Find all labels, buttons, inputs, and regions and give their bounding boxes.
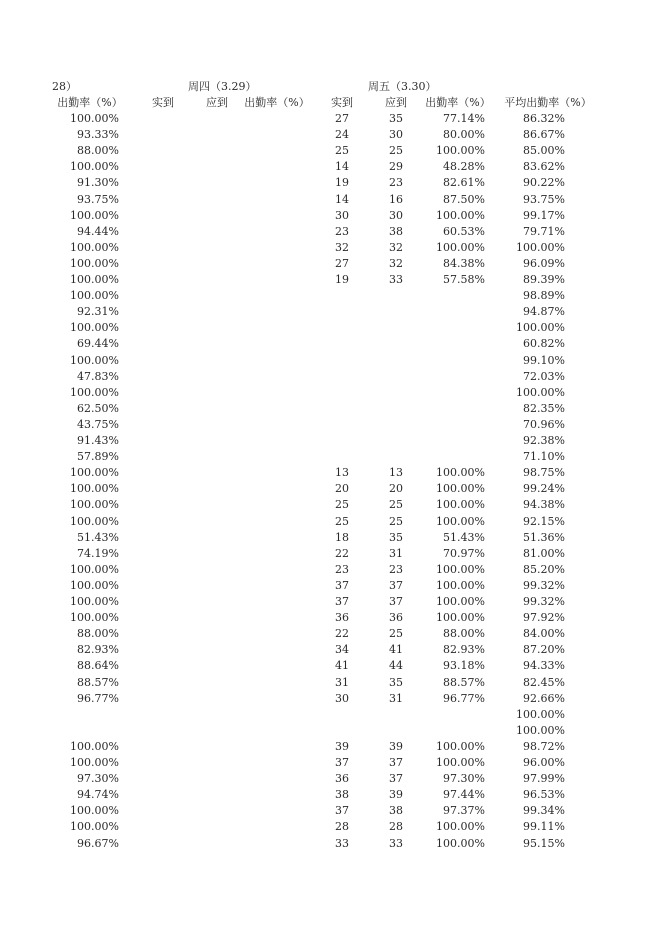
cell-present-fri: 19: [335, 176, 349, 190]
cell-avg-rate: 79.71%: [523, 224, 565, 238]
cell-expected-fri: 13: [389, 466, 403, 480]
prev-group-header: 28）: [52, 80, 77, 93]
cell-avg-rate: 100.00%: [516, 723, 565, 737]
cell-rate-wed: 100.00%: [70, 240, 119, 254]
cell-present-fri: 37: [335, 756, 349, 769]
cell-rate-wed: 96.77%: [77, 691, 119, 705]
cell-present-fri: 23: [335, 562, 349, 576]
cell-rate-wed: 96.67%: [77, 836, 119, 850]
cell-present-fri: 23: [335, 224, 349, 238]
cell-rate-fri: 100.00%: [436, 482, 485, 496]
cell-avg-rate: 72.03%: [523, 369, 565, 383]
cell-avg-rate: 60.82%: [523, 337, 565, 351]
cell-present-fri: 13: [335, 466, 349, 480]
cell-rate-wed: 88.57%: [77, 675, 119, 689]
cell-avg-rate: 99.11%: [523, 820, 565, 834]
cell-rate-fri: 57.58%: [443, 273, 485, 286]
cell-expected-fri: 37: [389, 772, 403, 786]
cell-rate-fri: 100.00%: [436, 240, 485, 254]
cell-rate-wed: 94.74%: [77, 788, 119, 802]
cell-rate-fri: 88.00%: [443, 627, 485, 641]
cell-rate-fri: 100.00%: [436, 466, 485, 480]
col-header-present-thu: 实到: [152, 96, 174, 109]
cell-rate-wed: 100.00%: [70, 756, 119, 769]
cell-present-fri: 22: [335, 546, 349, 560]
cell-rate-fri: 60.53%: [443, 224, 485, 238]
cell-rate-fri: 82.93%: [443, 643, 485, 657]
cell-rate-wed: 100.00%: [70, 595, 119, 608]
cell-avg-rate: 86.67%: [523, 128, 565, 142]
cell-rate-fri: 48.28%: [443, 160, 485, 174]
cell-present-fri: 22: [335, 627, 349, 641]
cell-present-fri: 14: [335, 192, 349, 206]
cell-rate-wed: 88.00%: [77, 627, 119, 641]
cell-rate-fri: 82.61%: [443, 176, 485, 190]
cell-present-fri: 25: [335, 514, 349, 528]
cell-present-fri: 36: [335, 611, 349, 625]
cell-expected-fri: 32: [389, 240, 403, 254]
cell-present-fri: 27: [335, 112, 349, 125]
cell-present-fri: 34: [335, 643, 349, 657]
cell-present-fri: 28: [335, 820, 349, 834]
cell-rate-fri: 97.30%: [443, 772, 485, 786]
cell-present-fri: 31: [335, 675, 349, 689]
thursday-group-header: 周四（3.29）: [188, 80, 257, 93]
cell-expected-fri: 25: [389, 627, 403, 641]
cell-expected-fri: 30: [389, 208, 403, 222]
cell-rate-wed: 69.44%: [77, 337, 119, 351]
cell-avg-rate: 82.35%: [523, 401, 565, 415]
cell-expected-fri: 35: [389, 675, 403, 689]
cell-avg-rate: 100.00%: [516, 321, 565, 335]
cell-avg-rate: 93.75%: [523, 192, 565, 206]
cell-expected-fri: 44: [389, 659, 403, 673]
cell-expected-fri: 23: [389, 176, 403, 190]
cell-present-fri: 30: [335, 691, 349, 705]
cell-rate-fri: 70.97%: [443, 546, 485, 560]
cell-rate-wed: 51.43%: [77, 530, 119, 544]
cell-present-fri: 18: [335, 530, 349, 544]
cell-expected-fri: 25: [389, 514, 403, 528]
cell-avg-rate: 70.96%: [523, 417, 565, 431]
col-header-present-fri: 实到: [331, 96, 353, 109]
cell-rate-wed: 100.00%: [70, 256, 119, 270]
cell-avg-rate: 94.87%: [523, 305, 565, 319]
cell-present-fri: 19: [335, 273, 349, 286]
cell-expected-fri: 39: [389, 788, 403, 802]
cell-rate-wed: 43.75%: [77, 417, 119, 431]
cell-rate-wed: 100.00%: [70, 739, 119, 753]
cell-rate-fri: 100.00%: [436, 820, 485, 834]
cell-avg-rate: 99.34%: [523, 804, 565, 818]
cell-rate-wed: 100.00%: [70, 611, 119, 625]
cell-expected-fri: 31: [389, 691, 403, 705]
cell-avg-rate: 100.00%: [516, 707, 565, 721]
cell-avg-rate: 96.09%: [523, 256, 565, 270]
cell-avg-rate: 96.00%: [523, 756, 565, 769]
cell-rate-wed: 91.30%: [77, 176, 119, 190]
cell-present-fri: 37: [335, 804, 349, 818]
cell-rate-wed: 100.00%: [70, 578, 119, 592]
cell-avg-rate: 98.72%: [523, 739, 565, 753]
cell-present-fri: 32: [335, 240, 349, 254]
cell-rate-wed: 57.89%: [77, 450, 119, 464]
cell-rate-wed: 100.00%: [70, 514, 119, 528]
cell-expected-fri: 37: [389, 756, 403, 769]
cell-avg-rate: 99.32%: [523, 595, 565, 608]
cell-rate-wed: 74.19%: [77, 546, 119, 560]
cell-expected-fri: 38: [389, 804, 403, 818]
cell-avg-rate: 82.45%: [523, 675, 565, 689]
cell-avg-rate: 98.75%: [523, 466, 565, 480]
cell-rate-fri: 100.00%: [436, 611, 485, 625]
cell-rate-wed: 100.00%: [70, 289, 119, 303]
cell-present-fri: 25: [335, 144, 349, 158]
cell-rate-fri: 93.18%: [443, 659, 485, 673]
cell-rate-wed: 100.00%: [70, 385, 119, 399]
cell-rate-fri: 100.00%: [436, 498, 485, 512]
cell-rate-fri: 77.14%: [443, 112, 485, 125]
col-header-rate-thu: 出勤率（%）: [244, 96, 310, 109]
cell-rate-wed: 88.00%: [77, 144, 119, 158]
cell-rate-wed: 100.00%: [70, 466, 119, 480]
cell-present-fri: 41: [335, 659, 349, 673]
cell-avg-rate: 99.17%: [523, 208, 565, 222]
cell-avg-rate: 90.22%: [523, 176, 565, 190]
cell-expected-fri: 33: [389, 836, 403, 850]
cell-rate-fri: 100.00%: [436, 836, 485, 850]
cell-avg-rate: 100.00%: [516, 385, 565, 399]
cell-rate-fri: 51.43%: [443, 530, 485, 544]
cell-rate-wed: 92.31%: [77, 305, 119, 319]
cell-rate-wed: 100.00%: [70, 112, 119, 125]
cell-rate-fri: 100.00%: [436, 578, 485, 592]
cell-present-fri: 38: [335, 788, 349, 802]
cell-present-fri: 39: [335, 739, 349, 753]
cell-expected-fri: 37: [389, 595, 403, 608]
cell-rate-wed: 62.50%: [77, 401, 119, 415]
cell-rate-wed: 100.00%: [70, 820, 119, 834]
cell-rate-wed: 93.33%: [77, 128, 119, 142]
cell-rate-wed: 100.00%: [70, 482, 119, 496]
cell-expected-fri: 29: [389, 160, 403, 174]
cell-expected-fri: 36: [389, 611, 403, 625]
cell-present-fri: 27: [335, 256, 349, 270]
cell-rate-fri: 100.00%: [436, 756, 485, 769]
cell-avg-rate: 85.20%: [523, 562, 565, 576]
cell-avg-rate: 99.10%: [523, 353, 565, 367]
cell-rate-fri: 100.00%: [436, 739, 485, 753]
cell-present-fri: 24: [335, 128, 349, 142]
cell-present-fri: 30: [335, 208, 349, 222]
cell-rate-wed: 47.83%: [77, 369, 119, 383]
cell-expected-fri: 23: [389, 562, 403, 576]
cell-present-fri: 25: [335, 498, 349, 512]
cell-rate-fri: 84.38%: [443, 256, 485, 270]
cell-present-fri: 33: [335, 836, 349, 850]
cell-expected-fri: 38: [389, 224, 403, 238]
cell-rate-fri: 100.00%: [436, 144, 485, 158]
col-header-avg-rate: 平均出勤率（%）: [504, 96, 592, 109]
cell-present-fri: 14: [335, 160, 349, 174]
cell-rate-wed: 100.00%: [70, 804, 119, 818]
cell-rate-fri: 87.50%: [443, 192, 485, 206]
cell-rate-wed: 94.44%: [77, 224, 119, 238]
col-header-rate-fri: 出勤率（%）: [425, 96, 491, 109]
cell-rate-wed: 93.75%: [77, 192, 119, 206]
col-header-rate-wed: 出勤率（%）: [57, 96, 123, 109]
cell-avg-rate: 86.32%: [523, 112, 565, 125]
cell-expected-fri: 33: [389, 273, 403, 286]
cell-rate-fri: 97.37%: [443, 804, 485, 818]
cell-avg-rate: 96.53%: [523, 788, 565, 802]
cell-rate-wed: 100.00%: [70, 498, 119, 512]
cell-expected-fri: 37: [389, 578, 403, 592]
cell-avg-rate: 98.89%: [523, 289, 565, 303]
cell-rate-wed: 91.43%: [77, 434, 119, 447]
cell-rate-fri: 100.00%: [436, 208, 485, 222]
cell-avg-rate: 51.36%: [523, 530, 565, 544]
cell-rate-fri: 80.00%: [443, 128, 485, 142]
cell-avg-rate: 94.33%: [523, 659, 565, 673]
cell-avg-rate: 94.38%: [523, 498, 565, 512]
cell-present-fri: 37: [335, 578, 349, 592]
cell-avg-rate: 97.92%: [523, 611, 565, 625]
cell-rate-fri: 97.44%: [443, 788, 485, 802]
cell-rate-wed: 82.93%: [77, 643, 119, 657]
cell-expected-fri: 35: [389, 112, 403, 125]
cell-avg-rate: 97.99%: [523, 772, 565, 786]
cell-avg-rate: 89.39%: [523, 273, 565, 286]
cell-rate-fri: 96.77%: [443, 691, 485, 705]
cell-rate-fri: 100.00%: [436, 595, 485, 608]
cell-rate-fri: 88.57%: [443, 675, 485, 689]
cell-avg-rate: 83.62%: [523, 160, 565, 174]
cell-rate-fri: 100.00%: [436, 562, 485, 576]
col-header-expected-fri: 应到: [385, 96, 407, 109]
cell-expected-fri: 16: [389, 192, 403, 206]
cell-expected-fri: 20: [389, 482, 403, 496]
cell-rate-wed: 100.00%: [70, 321, 119, 335]
cell-avg-rate: 92.15%: [523, 514, 565, 528]
cell-avg-rate: 99.32%: [523, 578, 565, 592]
cell-expected-fri: 28: [389, 820, 403, 834]
cell-expected-fri: 32: [389, 256, 403, 270]
col-header-expected-thu: 应到: [206, 96, 228, 109]
cell-rate-wed: 100.00%: [70, 208, 119, 222]
cell-expected-fri: 35: [389, 530, 403, 544]
cell-avg-rate: 95.15%: [523, 836, 565, 850]
cell-avg-rate: 92.66%: [523, 691, 565, 705]
cell-rate-wed: 100.00%: [70, 562, 119, 576]
cell-rate-wed: 100.00%: [70, 353, 119, 367]
cell-avg-rate: 99.24%: [523, 482, 565, 496]
cell-rate-fri: 100.00%: [436, 514, 485, 528]
cell-rate-wed: 97.30%: [77, 772, 119, 786]
cell-avg-rate: 85.00%: [523, 144, 565, 158]
cell-expected-fri: 25: [389, 144, 403, 158]
cell-rate-wed: 100.00%: [70, 160, 119, 174]
cell-expected-fri: 31: [389, 546, 403, 560]
cell-avg-rate: 81.00%: [523, 546, 565, 560]
cell-avg-rate: 71.10%: [523, 450, 565, 464]
cell-expected-fri: 30: [389, 128, 403, 142]
cell-avg-rate: 92.38%: [523, 434, 565, 447]
cell-rate-wed: 100.00%: [70, 273, 119, 286]
cell-rate-wed: 88.64%: [77, 659, 119, 673]
cell-expected-fri: 41: [389, 643, 403, 657]
cell-present-fri: 37: [335, 595, 349, 608]
cell-present-fri: 20: [335, 482, 349, 496]
cell-avg-rate: 100.00%: [516, 240, 565, 254]
cell-present-fri: 36: [335, 772, 349, 786]
cell-expected-fri: 25: [389, 498, 403, 512]
cell-avg-rate: 87.20%: [523, 643, 565, 657]
cell-avg-rate: 84.00%: [523, 627, 565, 641]
friday-group-header: 周五（3.30）: [368, 80, 437, 93]
cell-expected-fri: 39: [389, 739, 403, 753]
